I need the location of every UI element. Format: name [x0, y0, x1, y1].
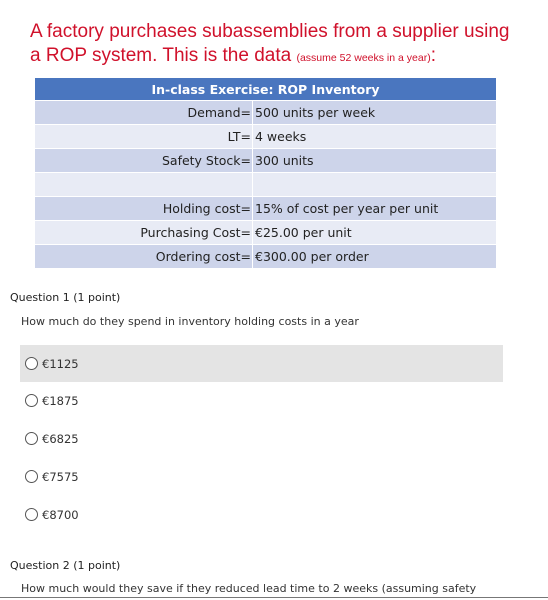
row-value: €25.00 per unit: [253, 221, 497, 245]
question-2-text: How much would they save if they reduced lead time to 2 weeks (assuming safety: [21, 582, 477, 595]
intro-line-1: A factory purchases subassemblies from a supplier using: [30, 21, 510, 42]
answer-label: €8700: [42, 507, 79, 522]
answer-option-1[interactable]: [20, 345, 503, 382]
answer-option-2[interactable]: [20, 382, 503, 419]
intro-line-2-text: a ROP system. This is the data: [30, 45, 297, 66]
table-row: [35, 149, 496, 173]
radio-button[interactable]: [25, 394, 38, 407]
row-value: [253, 173, 497, 197]
table-row: [35, 221, 496, 245]
table-row: [35, 173, 496, 197]
row-value: 4 weeks: [253, 125, 497, 149]
rop-data-table: [35, 78, 496, 269]
answer-option-5[interactable]: [20, 496, 503, 533]
answer-label: €6825: [42, 431, 79, 446]
radio-button[interactable]: [25, 432, 38, 445]
row-value: €300.00 per order: [253, 245, 497, 269]
table-row: [35, 197, 496, 221]
row-label: Demand=: [35, 101, 253, 125]
answer-label: €1875: [42, 393, 79, 408]
question-1-number: Question 1: [10, 291, 70, 304]
row-label: Safety Stock=: [35, 149, 253, 173]
table-header-row: [35, 78, 496, 101]
radio-button[interactable]: [25, 508, 38, 521]
row-label: [35, 173, 253, 197]
question-1-points: (1 point): [73, 291, 121, 304]
intro-line-2: [30, 44, 530, 70]
answer-option-3[interactable]: [20, 420, 503, 457]
question-2-title: [10, 559, 120, 572]
question-2-number: Question 2: [10, 559, 70, 572]
row-value: 500 units per week: [253, 101, 497, 125]
row-label: Ordering cost=: [35, 245, 253, 269]
radio-button[interactable]: [25, 470, 38, 483]
answer-label: €1125: [42, 356, 79, 371]
question-1-text: How much do they spend in inventory holding costs in a year: [21, 315, 359, 328]
row-label: LT=: [35, 125, 253, 149]
intro-note: (assume 52 weeks in a year): [296, 52, 431, 64]
row-label: Purchasing Cost=: [35, 221, 253, 245]
table-row: [35, 125, 496, 149]
row-label: Holding cost=: [35, 197, 253, 221]
radio-button[interactable]: [25, 357, 38, 370]
question-1-title: [10, 291, 120, 304]
question-2-points: (1 point): [73, 559, 121, 572]
table-title: In-class Exercise: ROP Inventory: [35, 78, 496, 101]
row-value: 300 units: [253, 149, 497, 173]
intro-colon: :: [430, 45, 436, 66]
bottom-divider: [0, 597, 548, 598]
answer-option-4[interactable]: [20, 458, 503, 495]
table-row: [35, 101, 496, 125]
row-value: 15% of cost per year per unit: [253, 197, 497, 221]
answer-label: €7575: [42, 469, 79, 484]
problem-intro: [30, 20, 530, 70]
table-row: [35, 245, 496, 269]
